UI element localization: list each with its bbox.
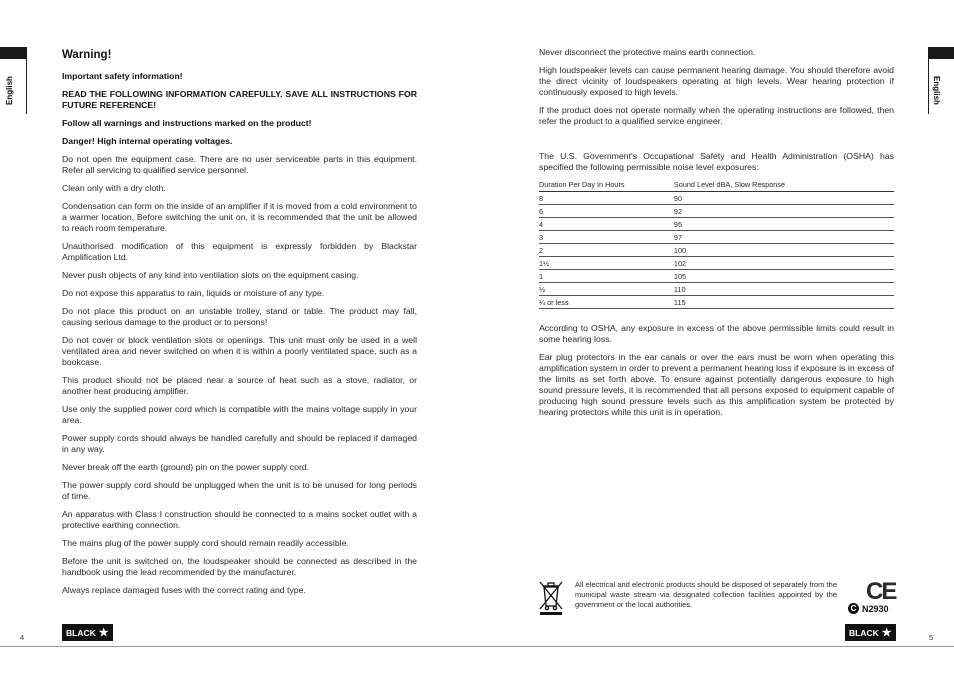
table-row (539, 270, 894, 283)
level-cell: 115 (674, 296, 894, 309)
service-engineer-text: If the product does not operate normally when the operating instructions are followed, then refer the product to a qualified service engineer. (539, 105, 894, 126)
warning-paragraph: Use only the supplied power cord which is compatible with the mains voltage supply in your area. (62, 404, 417, 425)
duration-cell: 3 (539, 231, 674, 244)
table-row (539, 283, 894, 296)
table-header-duration: Duration Per Day In Hours (539, 177, 674, 192)
warning-paragraph: The power supply cord should be unplugged when the unit is to be unused for long periods of time. (62, 480, 417, 501)
warning-paragraph: Do not open the equipment case. There are no user serviceable parts in this equipment. Refer all servicing to qualified service personnel. (62, 154, 417, 175)
follow-warnings-notice: Follow all warnings and instructions marked on the product! (62, 118, 312, 128)
hearing-damage-text: High loudspeaker levels can cause permanent hearing damage. You should therefore avoid the direct vicinity of loudspeakers operating at high levels. Wear hearing protection if continuously exposed to high levels. (539, 65, 894, 97)
warning-paragraph: Never push objects of any kind into ventilation slots on the equipment casing. (62, 270, 359, 280)
right-edge-tab (928, 47, 954, 59)
warning-paragraph: Do not place this product on an unstable trolley, stand or table. The product may fall, causing serious damage to the product or to persons! (62, 306, 417, 327)
duration-cell: ¼ or less (539, 296, 674, 309)
duration-cell: 6 (539, 205, 674, 218)
level-cell: 105 (674, 270, 894, 283)
left-page-number: 4 (20, 633, 25, 642)
warning-paragraph: Never break off the earth (ground) pin on the power supply cord. (62, 462, 310, 472)
star-icon: ★ (881, 627, 892, 639)
table-row (539, 192, 894, 205)
star-icon: ★ (98, 627, 109, 639)
logo-wordmark: BLACK (66, 627, 96, 638)
duration-cell: 2 (539, 244, 674, 257)
table-header-sound-level: Sound Level dBA, Slow Response (674, 177, 894, 192)
osha-limit-text: According to OSHA, any exposure in excess of the above permissible limits could result in some hearing loss. (539, 323, 894, 344)
blackstar-logo-left (62, 624, 113, 641)
safety-info-title: Important safety information! (62, 71, 183, 81)
ctick-code: N2930 (862, 603, 889, 614)
level-cell: 95 (674, 218, 894, 231)
warning-paragraph: Unauthorised modification of this equipment is expressly forbidden by Blackstar Amplification Ltd. (62, 241, 417, 262)
logo-wordmark: BLACK (849, 627, 879, 638)
duration-cell: 8 (539, 192, 674, 205)
osha-intro: The U.S. Government's Occupational Safety and Health Administration (OSHA) has specified the following permissible noise level exposures: (539, 151, 894, 172)
warning-paragraph: This product should not be placed near a source of heat such as a stove, radiator, or another heat producing amplifier. (62, 375, 417, 396)
earth-connection-text: Never disconnect the protective mains earth connection. (539, 47, 756, 57)
table-row (539, 296, 894, 309)
level-cell: 90 (674, 192, 894, 205)
warning-paragraph: Do not expose this apparatus to rain, liquids or moisture of any type. (62, 288, 325, 298)
right-bottom-rule (477, 646, 954, 647)
warning-paragraph: Power supply cords should always be handled carefully and should be replaced if damaged in any way. (62, 433, 417, 454)
warning-paragraph: Before the unit is switched on, the loudspeaker should be connected as described in the handbook using the lead recommended by the manufacturer. (62, 556, 417, 577)
right-edge-line (928, 47, 929, 114)
warning-heading: Warning! (62, 49, 112, 61)
left-edge-tab (0, 47, 27, 59)
duration-cell: ½ (539, 283, 674, 296)
warning-paragraph: Always replace damaged fuses with the correct rating and type. (62, 585, 306, 595)
ctick-compliance (848, 603, 889, 614)
blackstar-logo-right (845, 624, 896, 641)
ear-protection-text: Ear plug protectors in the ear canals or over the ears must be worn when operating this amplification system in order to prevent a permanent hearing loss if exposure is in excess of the limits as set forth above. To ensure against potentially dangerous exposure to high sound pressure levels, it is recommended that all persons exposed to equipment capable of producing high sound pressure levels such as this amplification system be protected by hearing protectors while this unit is in operation. (539, 352, 894, 417)
duration-cell: 1½ (539, 257, 674, 270)
duration-cell: 1 (539, 270, 674, 283)
table-row (539, 218, 894, 231)
osha-noise-table (539, 177, 894, 309)
table-row (539, 244, 894, 257)
weee-bin-icon (538, 580, 564, 616)
right-side-tab-label: English (931, 76, 941, 105)
left-side-tab-label: English (4, 76, 14, 105)
left-bottom-rule (0, 646, 477, 647)
right-column (539, 47, 894, 425)
level-cell: 92 (674, 205, 894, 218)
right-page-number: 5 (929, 633, 934, 642)
left-column (62, 47, 417, 603)
duration-cell: 4 (539, 218, 674, 231)
table-row (539, 257, 894, 270)
warning-paragraph: An apparatus with Class I construction should be connected to a mains socket outlet with a protective earthing connection. (62, 509, 417, 530)
warning-paragraph: Condensation can form on the inside of an amplifier if it is moved from a cold environment to a warmer location. Before switching the unit on, it is recommended that the unit be allowed to reach room temperature. (62, 201, 417, 233)
table-row (539, 231, 894, 244)
level-cell: 102 (674, 257, 894, 270)
disposal-notice: All electrical and electronic products should be disposed of separately from the municipal waste stream via designated collection facilities appointed by the government or the local authorities. (575, 580, 837, 609)
level-cell: 110 (674, 283, 894, 296)
level-cell: 100 (674, 244, 894, 257)
level-cell: 97 (674, 231, 894, 244)
warning-paragraph: Clean only with a dry cloth. (62, 183, 166, 193)
read-carefully-notice: READ THE FOLLOWING INFORMATION CAREFULLY. SAVE ALL INSTRUCTIONS FOR FUTURE REFERENCE! (62, 89, 417, 110)
table-row (539, 205, 894, 218)
left-edge-line (26, 47, 27, 114)
warning-paragraph: The mains plug of the power supply cord should remain readily accessible. (62, 538, 349, 548)
warning-paragraph: Do not cover or block ventilation slots or openings. This unit must only be used in a well ventilated area and never switched on when it is within a poorly ventilated space, such as a bookcase. (62, 335, 417, 367)
ctick-icon: C (848, 603, 859, 614)
danger-voltage-notice: Danger! High internal operating voltages. (62, 136, 233, 146)
ce-mark: CE (866, 578, 896, 605)
